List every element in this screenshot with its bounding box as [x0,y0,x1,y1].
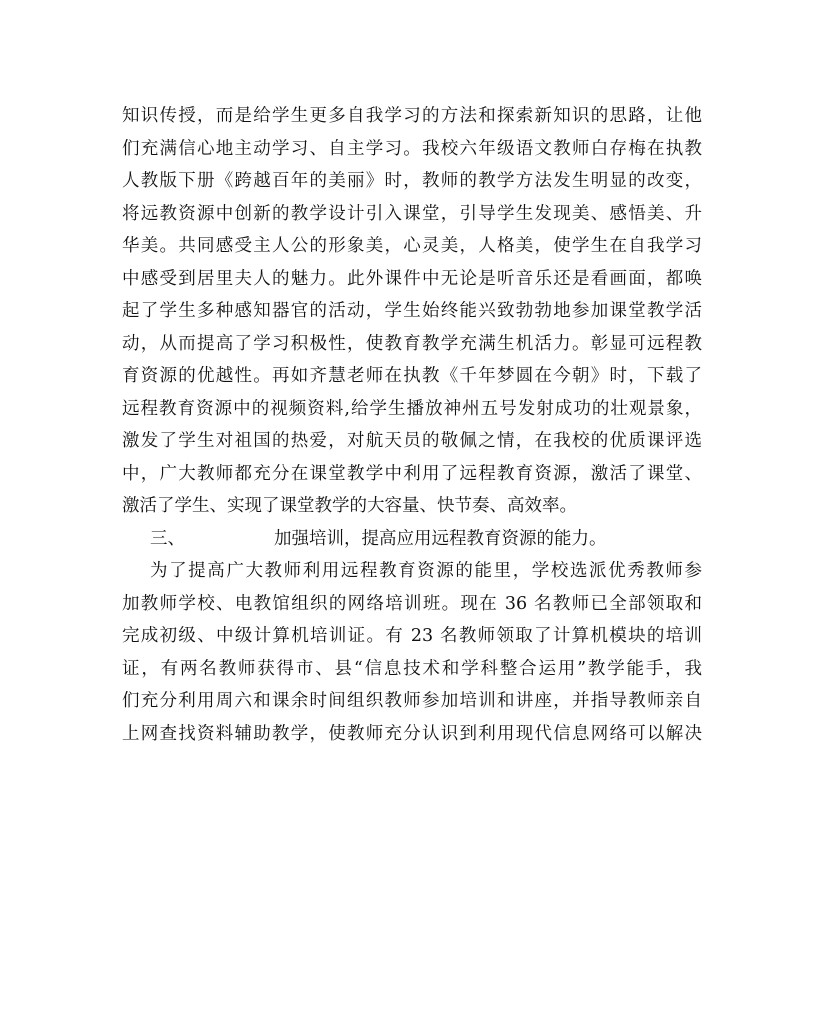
paragraph-1-line: 激活了学生、实现了课堂教学的大容量、快节奏、高效率。 [122,496,577,516]
paragraph-2-line: 证，有两名教师获得市、县“信息技术和学科整合运用”教学能手，我 [122,658,702,679]
paragraph-1-line: 将远教资源中创新的教学设计引入课堂，引导学生发现美、感悟美、升 [122,203,702,224]
paragraph-1-line: 育资源的优越性。再如齐慧老师在执教《千年梦圆在今朝》时，下载了 [122,366,702,386]
paragraph-1-line: 起了学生多种感知器官的活动，学生始终能兴致勃勃地参加课堂教学活 [122,301,702,321]
paragraph-2-line: 加教师学校、电教馆组织的网络培训班。现在 36 名教师已全部领取和 [122,593,702,614]
paragraph-1-line: 们充满信心地主动学习、自主学习。我校六年级语文教师白存梅在执教 [122,138,702,159]
paragraph-1-line: 人教版下册《跨越百年的美丽》时，教师的教学方法发生明显的改变， [122,171,702,191]
paragraph-1-line: 激发了学生对祖国的热爱，对航天员的敬佩之情，在我校的优质课评选 [122,431,702,451]
body-text [122,100,702,750]
paragraph-1-line: 知识传授，而是给学生更多自我学习的方法和探索新知识的思路，让他 [122,106,702,126]
paragraph-2-line: 完成初级、中级计算机培训证。有 23 名教师领取了计算机模块的培训 [122,626,702,646]
paragraph-2-line: 为了提高广大教师利用远程教育资源的能里，学校选派优秀教师参 [150,561,702,581]
paragraph-1-line: 动，从而提高了学习积极性，使教育教学充满生机活力。彰显可远程教 [122,333,702,354]
section-heading-text: 加强培训，提高应用远程教育资源的能力。 [274,528,607,549]
paragraph-1-line: 中感受到居里夫人的魅力。此外课件中无论是听音乐还是看画面，都唤 [122,268,702,289]
paragraph-1-line: 远程教育资源中的视频资料,给学生播放神州五号发射成功的壮观景象， [122,398,702,419]
paragraph-1-line: 中，广大教师都充分在课堂教学中利用了远程教育资源，激活了课堂、 [122,463,702,484]
paragraph-2-line: 们充分利用周六和课余时间组织教师参加培训和讲座，并指导教师亲自 [122,691,702,711]
section-heading [122,523,702,556]
paragraph-2-line: 上网查找资料辅助教学，使教师充分认识到利用现代信息网络可以解决 [122,723,702,744]
paragraph-1-line: 华美。共同感受主人公的形象美，心灵美，人格美，使学生在自我学习 [122,236,702,256]
section-heading-number: 三、 [150,528,185,549]
